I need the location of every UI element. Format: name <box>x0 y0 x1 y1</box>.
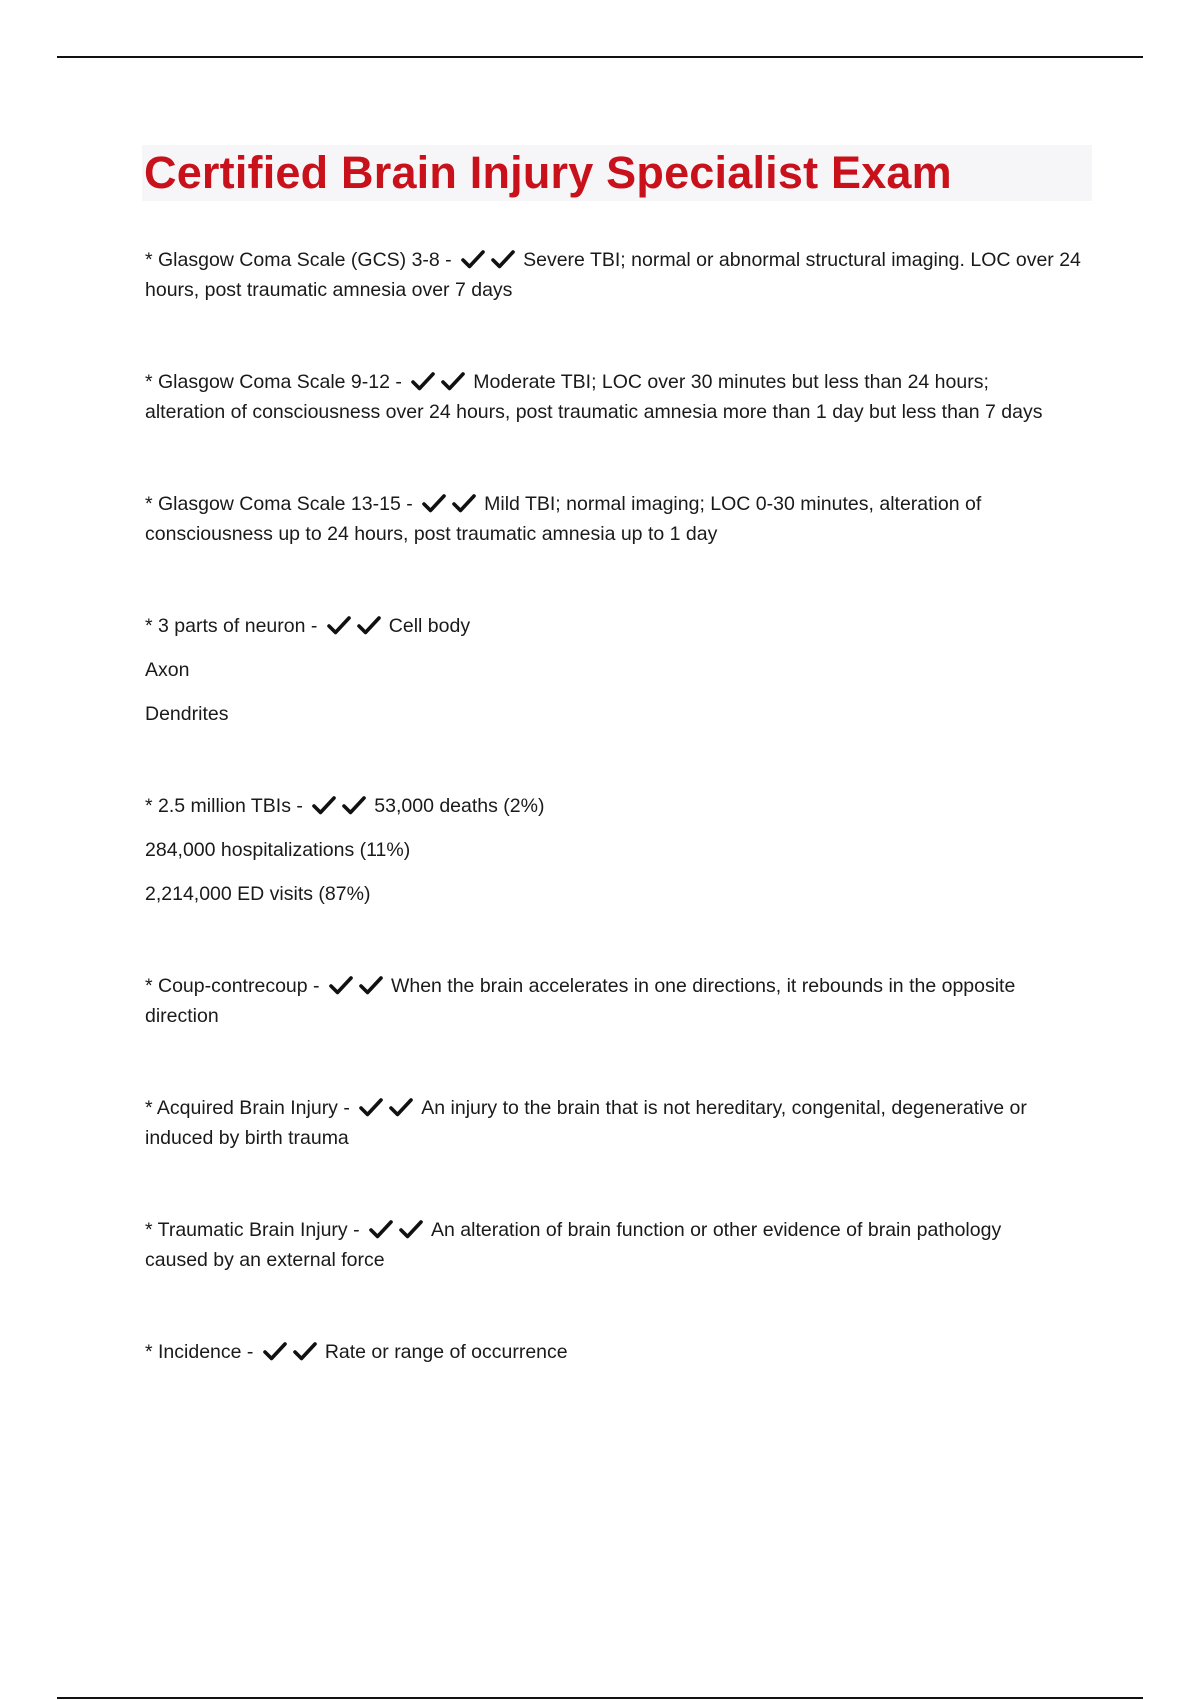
question-text: * Glasgow Coma Scale 9-12 - <box>145 371 402 393</box>
answer-text: 53,000 deaths (2%) <box>374 795 545 817</box>
answer-extra-line: 2,214,000 ED visits (87%) <box>145 883 371 905</box>
check-mark-icon <box>359 975 383 995</box>
qa-item <box>145 489 1105 549</box>
answer-continuation: direction <box>145 1005 219 1027</box>
check-mark-icon <box>441 371 465 391</box>
qa-first-line <box>145 1093 1105 1123</box>
qa-first-line <box>145 791 1105 821</box>
bottom-divider <box>57 1697 1143 1699</box>
check-mark-icon <box>293 1341 317 1361</box>
qa-first-line <box>145 367 1105 397</box>
double-check-icon <box>263 1337 323 1367</box>
question-text: * 3 parts of neuron - <box>145 615 318 637</box>
check-mark-icon <box>369 1219 393 1239</box>
answer-extra-line: 284,000 hospitalizations (11%) <box>145 839 411 861</box>
check-mark-icon <box>359 1097 383 1117</box>
answer-text: Moderate TBI; LOC over 30 minutes but less than 24 hours; <box>473 371 989 393</box>
qa-first-line <box>145 971 1105 1001</box>
question-text: * Acquired Brain Injury - <box>145 1097 350 1119</box>
answer-text: Cell body <box>388 615 471 637</box>
check-mark-icon <box>263 1341 287 1361</box>
answer-text: Mild TBI; normal imaging; LOC 0-30 minutes, alteration of <box>484 493 982 515</box>
check-mark-icon <box>342 795 366 815</box>
qa-item <box>145 1215 1105 1275</box>
qa-list <box>145 245 1105 1367</box>
qa-item <box>145 245 1105 305</box>
top-divider <box>57 56 1143 58</box>
double-check-icon <box>359 1093 419 1123</box>
question-text: * Glasgow Coma Scale 13-15 - <box>145 493 413 515</box>
check-mark-icon <box>327 615 351 635</box>
check-mark-icon <box>389 1097 413 1117</box>
check-mark-icon <box>461 249 485 269</box>
double-check-icon <box>422 489 482 519</box>
double-check-icon <box>327 611 387 641</box>
answer-text: An alteration of brain function or other evidence of brain pathology <box>431 1219 1002 1241</box>
check-mark-icon <box>422 493 446 513</box>
answer-text: When the brain accelerates in one directions, it rebounds in the opposite <box>390 975 1016 997</box>
double-check-icon <box>461 245 521 275</box>
double-check-icon <box>411 367 471 397</box>
qa-item <box>145 1093 1105 1153</box>
check-mark-icon <box>399 1219 423 1239</box>
qa-first-line <box>145 611 1105 641</box>
check-mark-icon <box>452 493 476 513</box>
check-mark-icon <box>411 371 435 391</box>
answer-text: Severe TBI; normal or abnormal structural imaging. LOC over 24 <box>523 249 1081 271</box>
answer-continuation: alteration of consciousness over 24 hours, post traumatic amnesia more than 1 day but less than 7 days <box>145 401 1043 423</box>
question-text: * 2.5 million TBIs - <box>145 795 303 817</box>
qa-item <box>145 367 1105 427</box>
answer-extra-line: Axon <box>145 659 190 681</box>
check-mark-icon <box>491 249 515 269</box>
qa-first-line <box>145 1215 1105 1245</box>
question-text: * Incidence - <box>145 1341 254 1363</box>
answer-continuation: consciousness up to 24 hours, post traumatic amnesia up to 1 day <box>145 523 718 545</box>
check-mark-icon <box>357 615 381 635</box>
page-title: Certified Brain Injury Specialist Exam <box>144 147 952 198</box>
question-text: * Glasgow Coma Scale (GCS) 3-8 - <box>145 249 452 271</box>
qa-item <box>145 971 1105 1031</box>
answer-continuation: induced by birth trauma <box>145 1127 349 1149</box>
double-check-icon <box>329 971 389 1001</box>
qa-first-line <box>145 489 1105 519</box>
answer-continuation: caused by an external force <box>145 1249 385 1271</box>
answer-extra-line: Dendrites <box>145 703 229 725</box>
answer-text: An injury to the brain that is not hereditary, congenital, degenerative or <box>421 1097 1027 1119</box>
answer-continuation: hours, post traumatic amnesia over 7 days <box>145 279 513 301</box>
qa-item <box>145 1337 1105 1367</box>
double-check-icon <box>312 791 372 821</box>
qa-first-line <box>145 245 1105 275</box>
check-mark-icon <box>329 975 353 995</box>
answer-text: Rate or range of occurrence <box>324 1341 568 1363</box>
qa-first-line <box>145 1337 1105 1367</box>
check-mark-icon <box>312 795 336 815</box>
qa-item <box>145 791 1105 909</box>
question-text: * Traumatic Brain Injury - <box>145 1219 360 1241</box>
double-check-icon <box>369 1215 429 1245</box>
question-text: * Coup-contrecoup - <box>145 975 320 997</box>
qa-item <box>145 611 1105 729</box>
